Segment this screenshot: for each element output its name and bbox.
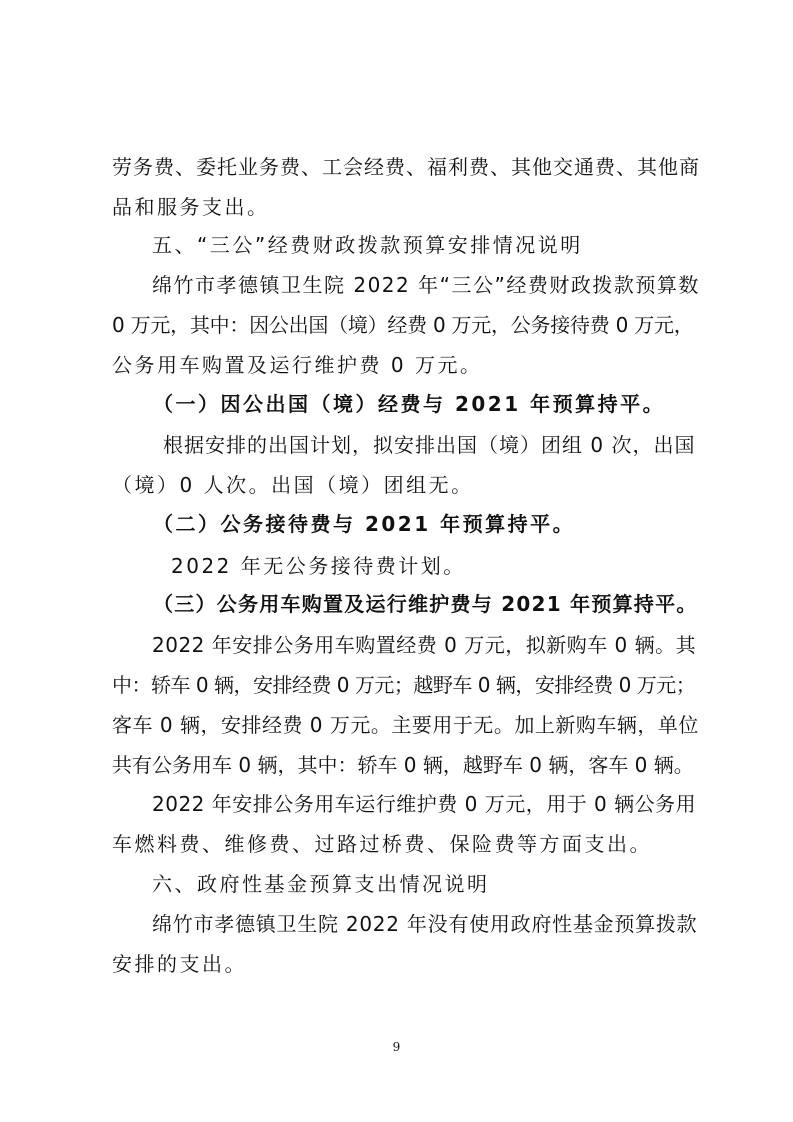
subsection-heading-two: （二）公务接待费与 2021 年预算持平。 (153, 512, 576, 536)
body-text-line: 根据安排的出国计划，拟安排出国（境）团组 0 次，出国 (163, 433, 696, 457)
body-text-line: 劳务费、委托业务费、工会经费、福利费、其他交通费、其他商 (112, 155, 700, 179)
body-text-line: 安排的支出。 (112, 952, 247, 976)
body-text-line: 公务用车购置及运行维护费 0 万元。 (112, 353, 483, 377)
subsection-heading-three: （三）公务用车购置及运行维护费与 2021 年预算持平。 (153, 592, 698, 616)
body-text-line: 客车 0 辆，安排经费 0 万元。主要用于无。加上新购车辆，单位 (112, 713, 699, 737)
body-text-line: 2022 年无公务接待费计划。 (171, 554, 466, 578)
body-text-line: 共有公务用车 0 辆，其中：轿车 0 辆，越野车 0 辆，客车 0 辆。 (112, 753, 694, 777)
body-text-line: 绵竹市孝德镇卫生院 2022 年“三公”经费财政拨款预算数 (152, 273, 700, 297)
section-heading-five: 五、“三公”经费财政拨款预算安排情况说明 (152, 233, 583, 257)
body-text-line: 品和服务支出。 (112, 195, 270, 219)
body-text-line: 中：轿车 0 辆，安排经费 0 万元；越野车 0 辆，安排经费 0 万元； (112, 673, 696, 697)
body-text-line: 2022 年安排公务用车购置经费 0 万元，拟新购车 0 辆。其 (152, 633, 697, 657)
body-text-line: 绵竹市孝德镇卫生院 2022 年没有使用政府性基金预算拨款 (152, 912, 698, 936)
body-text-line: 0 万元，其中：因公出国（境）经费 0 万元，公务接待费 0 万元， (112, 313, 694, 337)
body-text-line: 车燃料费、维修费、过路过桥费、保险费等方面支出。 (112, 832, 652, 856)
section-heading-six: 六、政府性基金预算支出情况说明 (152, 872, 490, 896)
subsection-heading-one: （一）因公出国（境）经费与 2021 年预算持平。 (153, 392, 666, 416)
body-text-line: （境）0 人次。出国（境）团组无。 (112, 473, 474, 497)
page-number: 9 (392, 1040, 401, 1054)
body-text-line: 2022 年安排公务用车运行维护费 0 万元，用于 0 辆公务用 (152, 792, 697, 816)
